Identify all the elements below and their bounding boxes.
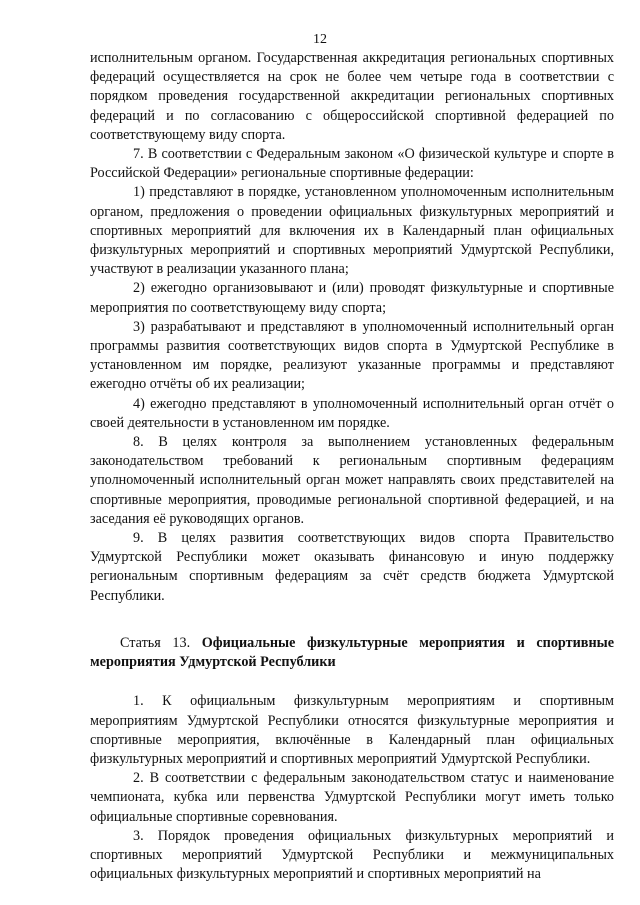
article-number: Статья 13.: [120, 634, 202, 651]
paragraph-subitem-1: 1) представляют в порядке, установленном уполномоченным исполнительным органом, предложения о проведении официальных физкультурных мероприятий и спортивных мероприятий для включения их в Календарный план официальных физкультурных мероприятий и спортивных мероприятий Удмуртской Республики, участвуют в реализации указанного плана;: [90, 184, 614, 278]
article-paragraph-1: 1. К официальным физкультурным мероприятиям и спортивным мероприятиям Удмуртской Республики относятся физкультурные мероприятия и спортивные мероприятия, включённые в Календарный план официальных физкультурных мероприятий и спортивных мероприятий Удмуртской Республики.: [90, 693, 614, 767]
article-heading: [90, 634, 614, 672]
paragraph-subitem-3: 3) разрабатывают и представляют в уполномоченный исполнительный орган программы развития соответствующих видов спорта в Удмуртской Республике в установленном им порядке, реализуют указанные программы и представляют ежегодно отчёты об их реализации;: [90, 318, 614, 393]
article-paragraph-3: 3. Порядок проведения официальных физкультурных мероприятий и спортивных мероприятий Удмуртской Республики и межмуниципальных официальных физкультурных мероприятий и спортивных мероприятий на: [90, 827, 614, 883]
paragraph-item-9: 9. В целях развития соответствующих видов спорта Правительство Удмуртской Республики может оказывать финансовую и иную поддержку региональным спортивным федерациям за счёт средств бюджета Удмуртской Республики.: [90, 530, 614, 604]
page-number: 12: [313, 32, 327, 47]
paragraph-subitem-4: 4) ежегодно представляют в уполномоченный исполнительный орган отчёт о своей деятельности в установленном им порядке.: [90, 395, 614, 431]
paragraph-continuation: исполнительным органом. Государственная аккредитация региональных спортивных федераций осуществляется на срок не более чем четыре года в соответствии с порядком проведения государственной аккредитации региональных спортивных федераций и по согласованию с общероссийской спортивной федерацией по соответствующему виду спорта.: [90, 50, 614, 143]
paragraph-item-8: 8. В целях контроля за выполнением установленных федеральным законодательством требований к региональным спортивным федерациям уполномоченный исполнительный орган может направлять своих представителей на спортивные мероприятия, проводимые региональной спортивной федерацией, и на заседания её руководящих органов.: [90, 434, 614, 527]
paragraph-item-7: 7. В соответствии с Федеральным законом «О физической культуре и спорте в Российской Федерации» региональные спортивные федерации:: [90, 146, 614, 182]
paragraph-subitem-2: 2) ежегодно организовывают и (или) проводят физкультурные и спортивные мероприятия по соответствующему виду спорта;: [90, 280, 614, 316]
article-paragraph-2: 2. В соответствии с федеральным законодательством статус и наименование чемпионата, кубка или первенства Удмуртской Республики могут иметь только официальные спортивные соревнования.: [90, 770, 614, 825]
document-body: [90, 49, 614, 884]
article-title: Официальные физкультурные мероприятия и спортивные мероприятия Удмуртской Республики: [90, 634, 614, 671]
